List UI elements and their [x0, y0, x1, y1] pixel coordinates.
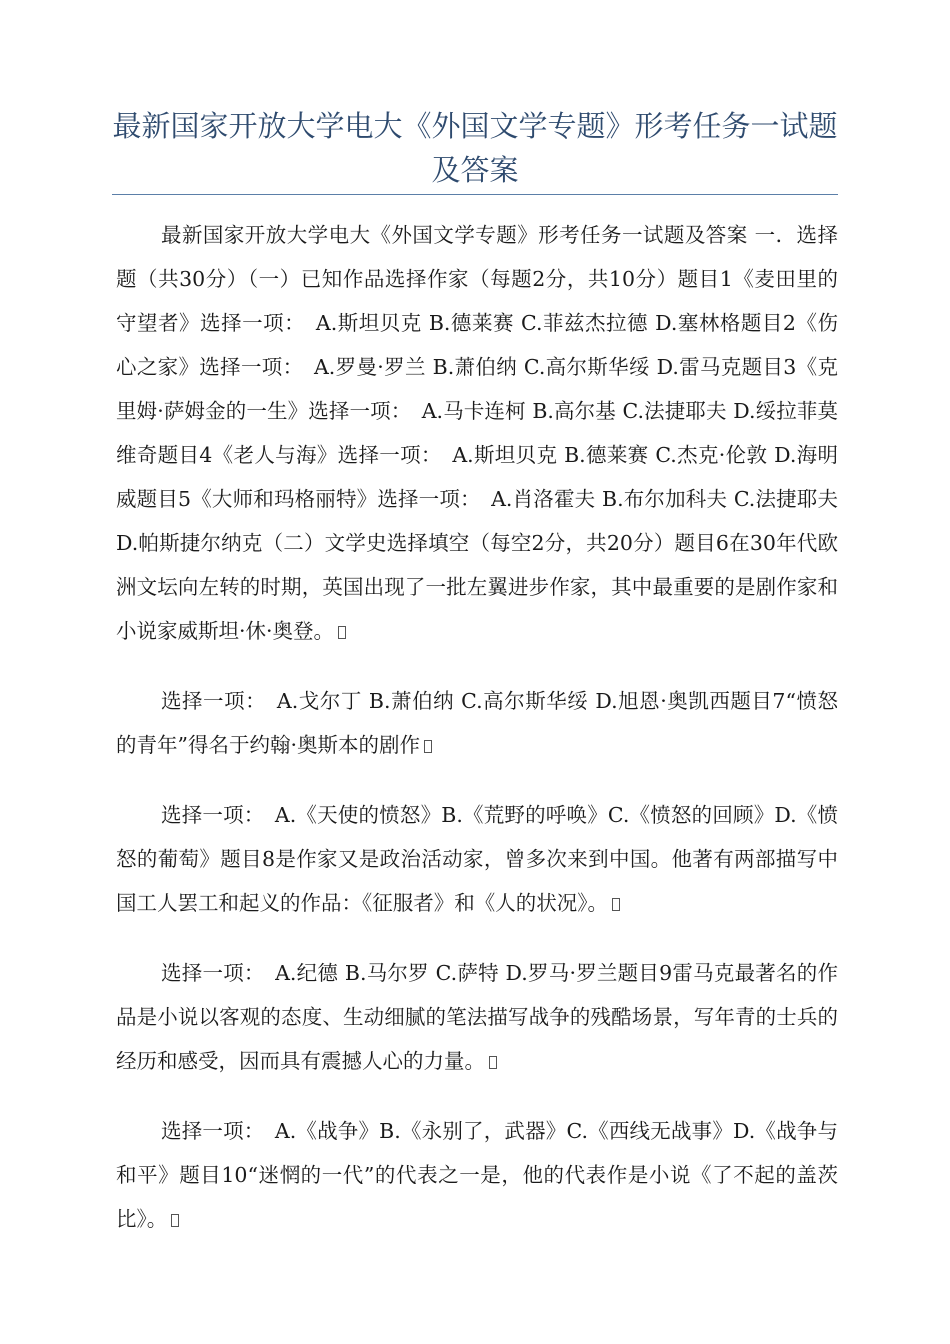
paragraph-4 [116, 951, 838, 1083]
paragraph-2 [116, 679, 838, 767]
paragraph-4-text: 选择一项： A.纪德 B.马尔罗 C.萨特 D.罗马·罗兰题目9雷马克最著名的作品是小说以客观的态度、生动细腻的笔法描写战争的残酷场景，写年青的士兵的经历和感受，因而具有震撼人心的力量。 [116, 961, 838, 1073]
paragraph-3-text: 选择一项： A.《天使的愤怒》B.《荒野的呼唤》C.《愤怒的回顾》D.《愤怒的葡萄》题目8是作家又是政治活动家，曾多次来到中国。他著有两部描写中国工人罢工和起义的作品：《征服者》和《人的状况》。 [116, 803, 838, 915]
paragraph-1 [116, 213, 838, 653]
paragraph-1-text: 最新国家开放大学电大《外国文学专题》形考任务一试题及答案 一．选择题（共30分）（一）已知作品选择作家（每题2分，共10分）题目1《麦田里的守望者》选择一项： A.斯坦贝克 B.德莱赛 C.菲兹杰拉德 D.塞林格题目2《伤心之家》选择一项： A.罗曼·罗兰 B.萧伯纳 C.高尔斯华绥 D.雷马克题目3《克里姆·萨姆金的一生》选择一项： A.马卡连柯 B.高尔基 C.法捷耶夫 D.绥拉菲莫维奇题目4《老人与海》选择一项： A.斯坦贝克 B.德莱赛 C.杰克·伦敦 D.海明威题目5《大师和玛格丽特》选择一项： A.肖洛霍夫 B.布尔加科夫 C.法捷耶夫 D.帕斯捷尔纳克（二）文学史选择填空（每空2分，共20分）题目6在30年代欧洲文坛向左转的时期，英国出现了一批左翼进步作家，其中最重要的是剧作家和小说家威斯坦·休·奥登。 [116, 223, 838, 643]
placeholder-box-icon [489, 1056, 497, 1069]
placeholder-box-icon [424, 740, 432, 753]
document-title: 最新国家开放大学电大《外国文学专题》形考任务一试题及答案 [112, 109, 838, 187]
document-body [116, 213, 838, 1267]
paragraph-2-text: 选择一项： A.戈尔丁 B.萧伯纳 C.高尔斯华绥 D.旭恩·奥凯西题目7“愤怒的青年”得名于约翰·奥斯本的剧作 [116, 689, 838, 757]
title-divider [112, 194, 838, 195]
placeholder-box-icon [612, 898, 620, 911]
paragraph-3 [116, 793, 838, 925]
paragraph-5-text: 选择一项： A.《战争》B.《永别了，武器》C.《西线无战事》D.《战争与和平》题目10“迷惘的一代”的代表之一是，他的代表作是小说《了不起的盖茨比》。 [116, 1119, 838, 1231]
placeholder-box-icon [338, 626, 346, 639]
paragraph-5 [116, 1109, 838, 1241]
placeholder-box-icon [171, 1214, 179, 1227]
